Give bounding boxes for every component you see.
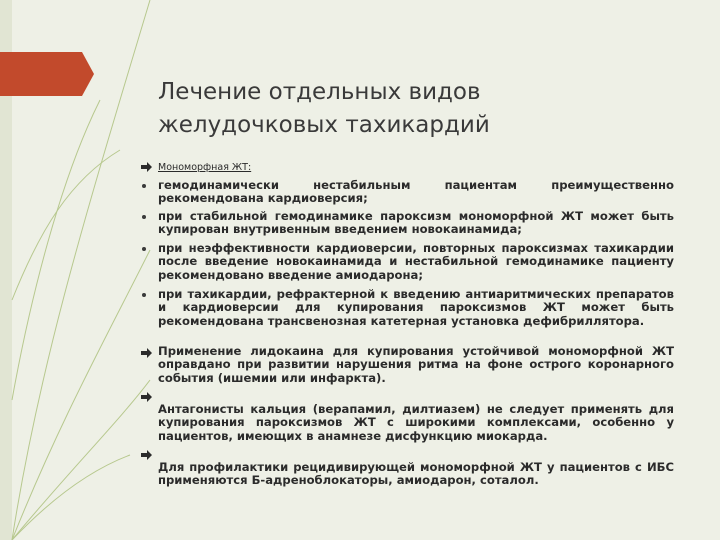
title-line-2: желудочковых тахикардий [158,112,490,138]
arrow-icon [140,392,152,402]
bullet-dot-icon [142,293,146,297]
decorative-curve [12,250,150,540]
arrow-icon [140,348,152,358]
list-item: при неэффективности кардиоверсии, повторных пароксизмах тахикардии после введение новокаинамида и нестабильной гемодинамике пациенту рекомендовано введение амиодарона; [158,241,674,282]
decorative-curve [12,150,120,300]
bullet-dot-icon [142,247,146,251]
arrow-icon [140,450,152,460]
list-item: при стабильной гемодинамике пароксизм мономорфной ЖТ может быть купирован внутривенным введением новокаинамида; [158,209,674,237]
list-item: Антагонисты кальция (верапамил, дилтиазем) не следует применять для купирования пароксизмов ЖТ с широкими комплексами, особенно у пациентов, имеющих в анамнезе дисфункцию миокарда. [158,402,674,443]
accent-tab [0,52,94,96]
list-item: при тахикардии, рефрактерной к введению антиаритмических препаратов и кардиоверсии для купирования пароксизмов ЖТ может быть рекомендована трансвенозная катетерная установка дефибриллятора. [158,287,674,328]
decorative-curve [12,100,100,400]
list-item: Применение лидокаина для купирования устойчивой мономорфной ЖТ оправдано при развитии нарушения ритма на фоне острого коронарного события (ишемии или инфаркта). [158,344,674,385]
bullet-dot-icon [142,184,146,188]
decorative-curve [12,380,150,540]
slide-title [158,76,678,142]
arrow-icon [140,162,152,172]
list-item: гемодинамически нестабильным пациентам преимущественно рекомендована кардиоверсия; [158,178,674,206]
list-item-heading: Мономорфная ЖТ: [158,162,252,173]
bullet-dot-icon [142,215,146,219]
list-item: Для профилактики рецидивирующей мономорфной ЖТ у пациентов с ИБС применяются Б-адреноблокаторы, амиодарон, соталол. [158,460,674,488]
title-line-1: Лечение отдельных видов [158,79,481,105]
